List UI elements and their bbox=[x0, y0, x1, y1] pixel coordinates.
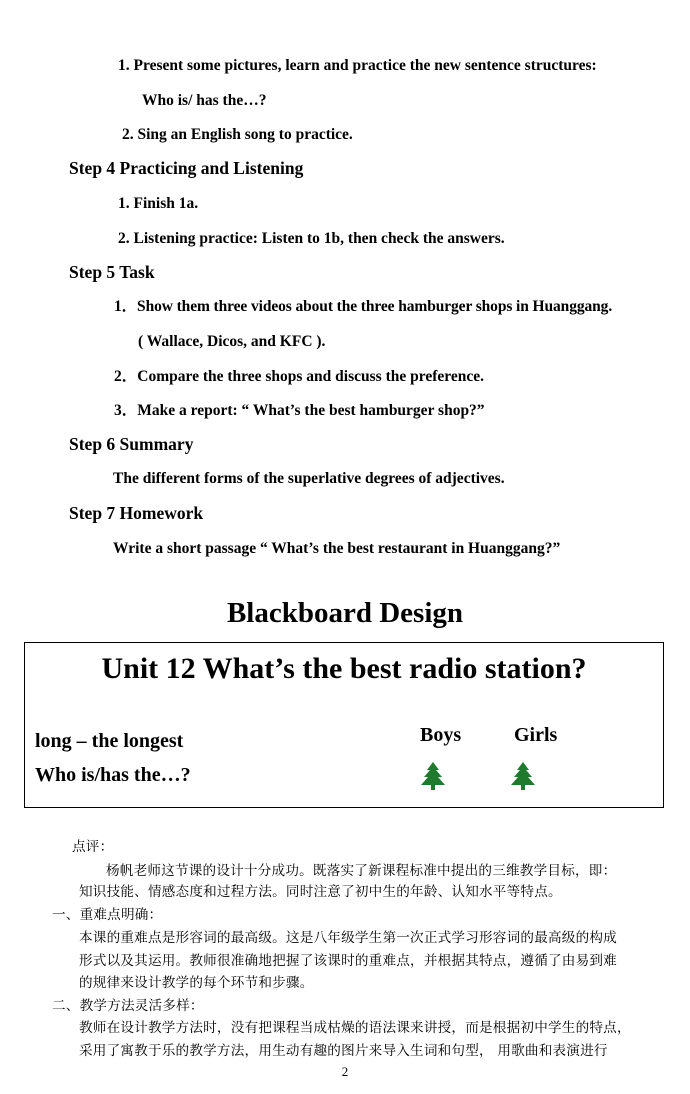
section2-line1: 教师在设计教学方法时，没有把课程当成枯燥的语法课来讲授，而是根据初中学生的特点， bbox=[79, 1020, 631, 1036]
step3-item-1: 1. Present some pictures, learn and practice the new sentence structures: bbox=[118, 57, 597, 74]
section2-heading: 二、教学方法灵活多样： bbox=[52, 998, 204, 1014]
step6-text: The different forms of the superlative degrees of adjectives. bbox=[113, 470, 505, 487]
comment-label: 点评： bbox=[72, 839, 114, 855]
step7-heading: Step 7 Homework bbox=[69, 503, 204, 523]
blackboard-unit-title: Unit 12 What’s the best radio station? bbox=[101, 652, 587, 685]
blackboard-heading: Blackboard Design bbox=[226, 597, 464, 629]
step5-item-1: 1．Show them three videos about the three hamburger shops in Huanggang. bbox=[114, 298, 613, 315]
step3-item-1-example: Who is/ has the…? bbox=[142, 92, 267, 109]
blackboard-box bbox=[24, 642, 664, 808]
step4-heading: Step 4 Practicing and Listening bbox=[69, 158, 304, 178]
step5-item-3: 3．Make a report: “ What’s the best hamburger shop?” bbox=[114, 402, 485, 419]
section1-line1: 本课的重难点是形容词的最高级。这是八年级学生第一次正式学习形容词的最高级的构成 bbox=[79, 930, 617, 946]
column-girls-label: Girls bbox=[514, 724, 558, 746]
section1-line2: 形式以及其运用。教师很准确地把握了该课时的重难点，并根据其特点，遵循了由易到难 bbox=[79, 953, 617, 969]
blackboard-line-1: long – the longest bbox=[35, 730, 184, 752]
boys-tree-icon bbox=[419, 761, 447, 791]
comment-p1-line1: 杨帆老师这节课的设计十分成功。既落实了新课程标准中提出的三维教学目标，即： bbox=[106, 863, 617, 879]
step5-heading: Step 5 Task bbox=[69, 262, 155, 282]
step5-item-2: 2．Compare the three shops and discuss the preference. bbox=[114, 368, 484, 385]
step4-item-1: 1. Finish 1a. bbox=[118, 195, 199, 212]
section1-line3: 的规律来设计教学的每个环节和步骤。 bbox=[79, 975, 314, 991]
step4-item-2: 2. Listening practice: Listen to 1b, then check the answers. bbox=[118, 230, 505, 247]
girls-tree-icon bbox=[509, 761, 537, 791]
page-number: 2 bbox=[341, 1064, 349, 1079]
column-boys-label: Boys bbox=[420, 724, 462, 746]
step3-item-2: 2. Sing an English song to practice. bbox=[122, 126, 353, 143]
step6-heading: Step 6 Summary bbox=[69, 434, 194, 454]
section1-heading: 一、重难点明确： bbox=[52, 907, 163, 923]
blackboard-line-2: Who is/has the…? bbox=[35, 764, 191, 786]
step7-text: Write a short passage “ What’s the best restaurant in Huanggang?” bbox=[113, 540, 561, 557]
section2-line2: 采用了寓教于乐的教学方法，用生动有趣的图片来导入生词和句型， 用歌曲和表演进行 bbox=[79, 1043, 608, 1059]
comment-p1-line2: 知识技能、情感态度和过程方法。同时注意了初中生的年龄、认知水平等特点。 bbox=[79, 884, 562, 900]
step5-item-1-detail: ( Wallace, Dicos, and KFC ). bbox=[138, 333, 326, 350]
